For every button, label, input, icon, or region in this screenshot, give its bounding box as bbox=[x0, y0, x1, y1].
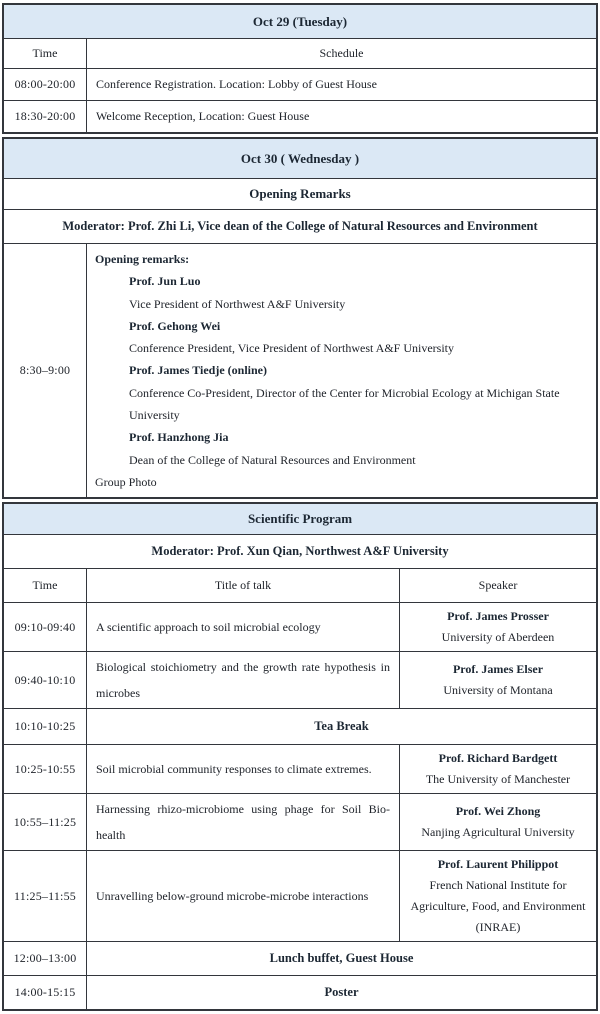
table-row bbox=[4, 651, 596, 708]
talk-speaker bbox=[399, 652, 596, 708]
talk-title: Biological stoichiometry and the growth rate hypothesis in microbes bbox=[86, 652, 399, 708]
day1-title: Oct 29 (Tuesday) bbox=[4, 5, 596, 38]
lunch-label: Lunch buffet, Guest House bbox=[86, 942, 596, 975]
table-row bbox=[4, 941, 596, 975]
table-row bbox=[4, 975, 596, 1009]
table-row bbox=[4, 602, 596, 651]
speaker-role: Conference Co-President, Director of the Center for Microbial Ecology at Michigan State University bbox=[129, 385, 560, 423]
speaker-role: Dean of the College of Natural Resources and Environment bbox=[129, 452, 416, 467]
opening-remarks-section-row bbox=[4, 178, 596, 209]
event-description: Conference Registration. Location: Lobby of Guest House bbox=[86, 69, 596, 100]
tea-break-label: Tea Break bbox=[86, 709, 596, 744]
table-row bbox=[4, 793, 596, 850]
speaker-name: Prof. Richard Bardgett bbox=[438, 751, 558, 766]
opening-remarks-row bbox=[4, 243, 596, 497]
talk-time: 10:25-10:55 bbox=[14, 761, 76, 776]
col-time: Time bbox=[32, 578, 58, 593]
group-photo-note: Group Photo bbox=[95, 474, 157, 489]
talk-speaker bbox=[399, 745, 596, 793]
speaker-name: Prof. James Tiedje (online) bbox=[129, 363, 267, 378]
table-row bbox=[4, 708, 596, 744]
day1-header-row bbox=[4, 5, 596, 38]
speaker-name: Prof. Jun Luo bbox=[129, 274, 201, 289]
scientific-moderator: Moderator: Prof. Xun Qian, Northwest A&F University bbox=[151, 544, 449, 559]
talk-title: A scientific approach to soil microbial ecology bbox=[86, 603, 399, 651]
speaker-role: Conference President, Vice President of Northwest A&F University bbox=[129, 341, 454, 356]
day1-table bbox=[2, 3, 598, 134]
speaker-name: Prof. James Prosser bbox=[447, 609, 549, 624]
speaker-name: Prof. Gehong Wei bbox=[129, 318, 221, 333]
talk-speaker bbox=[399, 603, 596, 651]
day2-header-row bbox=[4, 139, 596, 178]
event-time: 18:30-20:00 bbox=[14, 109, 76, 123]
speaker-affiliation: The University of Manchester bbox=[425, 772, 571, 787]
opening-remarks-content bbox=[86, 244, 596, 497]
talk-speaker bbox=[399, 851, 596, 941]
talk-title: Soil microbial community responses to climate extremes. bbox=[86, 745, 399, 793]
speaker-name: Prof. Wei Zhong bbox=[455, 804, 541, 819]
talk-time: 11:25–11:55 bbox=[14, 888, 76, 903]
speaker-role: Vice President of Northwest A&F University bbox=[129, 296, 346, 311]
day1-col-time: Time bbox=[32, 46, 58, 60]
event-time: 08:00-20:00 bbox=[14, 77, 76, 91]
speaker-affiliation: Nanjing Agricultural University bbox=[421, 825, 575, 840]
scientific-column-header-row bbox=[4, 568, 596, 602]
table-row bbox=[4, 100, 596, 132]
scientific-section-title: Scientific Program bbox=[4, 504, 596, 534]
speaker-affiliation: University of Aberdeen bbox=[441, 630, 555, 645]
table-row bbox=[4, 68, 596, 100]
talk-speaker bbox=[399, 794, 596, 850]
scientific-moderator-row bbox=[4, 534, 596, 568]
scientific-section-row bbox=[4, 504, 596, 534]
talk-time: 09:10-09:40 bbox=[14, 619, 76, 634]
talk-time: 12:00–13:00 bbox=[13, 951, 77, 966]
opening-moderator: Moderator: Prof. Zhi Li, Vice dean of the College of Natural Resources and Environment bbox=[62, 219, 538, 233]
day1-column-header-row bbox=[4, 38, 596, 68]
speaker-name: Prof. Laurent Philippot bbox=[437, 857, 559, 872]
scientific-program-table bbox=[2, 502, 598, 1011]
day2-opening-table bbox=[2, 137, 598, 499]
day2-title: Oct 30 ( Wednesday ) bbox=[4, 139, 596, 178]
day1-col-schedule: Schedule bbox=[86, 39, 596, 68]
poster-label: Poster bbox=[86, 976, 596, 1009]
table-row bbox=[4, 850, 596, 941]
speaker-affiliation: University of Montana bbox=[443, 683, 553, 698]
table-row bbox=[4, 744, 596, 793]
event-time: 8:30–9:00 bbox=[19, 363, 71, 378]
speaker-name: Prof. James Elser bbox=[452, 662, 544, 677]
talk-title: Harnessing rhizo-microbiome using phage for Soil Bio-health bbox=[86, 794, 399, 850]
talk-time: 09:40-10:10 bbox=[14, 672, 76, 687]
opening-moderator-row bbox=[4, 209, 596, 243]
col-title-of-talk: Title of talk bbox=[86, 569, 399, 602]
speaker-affiliation: French National Institute for Agriculture, Food, and Environment (INRAE) bbox=[410, 878, 586, 935]
talk-title: Unravelling below-ground microbe-microbe interactions bbox=[86, 851, 399, 941]
talk-time: 14:00-15:15 bbox=[14, 985, 76, 1000]
talk-time: 10:10-10:25 bbox=[14, 719, 76, 734]
speaker-name: Prof. Hanzhong Jia bbox=[129, 430, 229, 445]
opening-remarks-section-title: Opening Remarks bbox=[249, 186, 351, 201]
event-description: Welcome Reception, Location: Guest House bbox=[86, 101, 596, 132]
opening-heading: Opening remarks: bbox=[95, 252, 190, 266]
talk-time: 10:55–11:25 bbox=[13, 814, 77, 829]
col-speaker: Speaker bbox=[399, 569, 596, 602]
